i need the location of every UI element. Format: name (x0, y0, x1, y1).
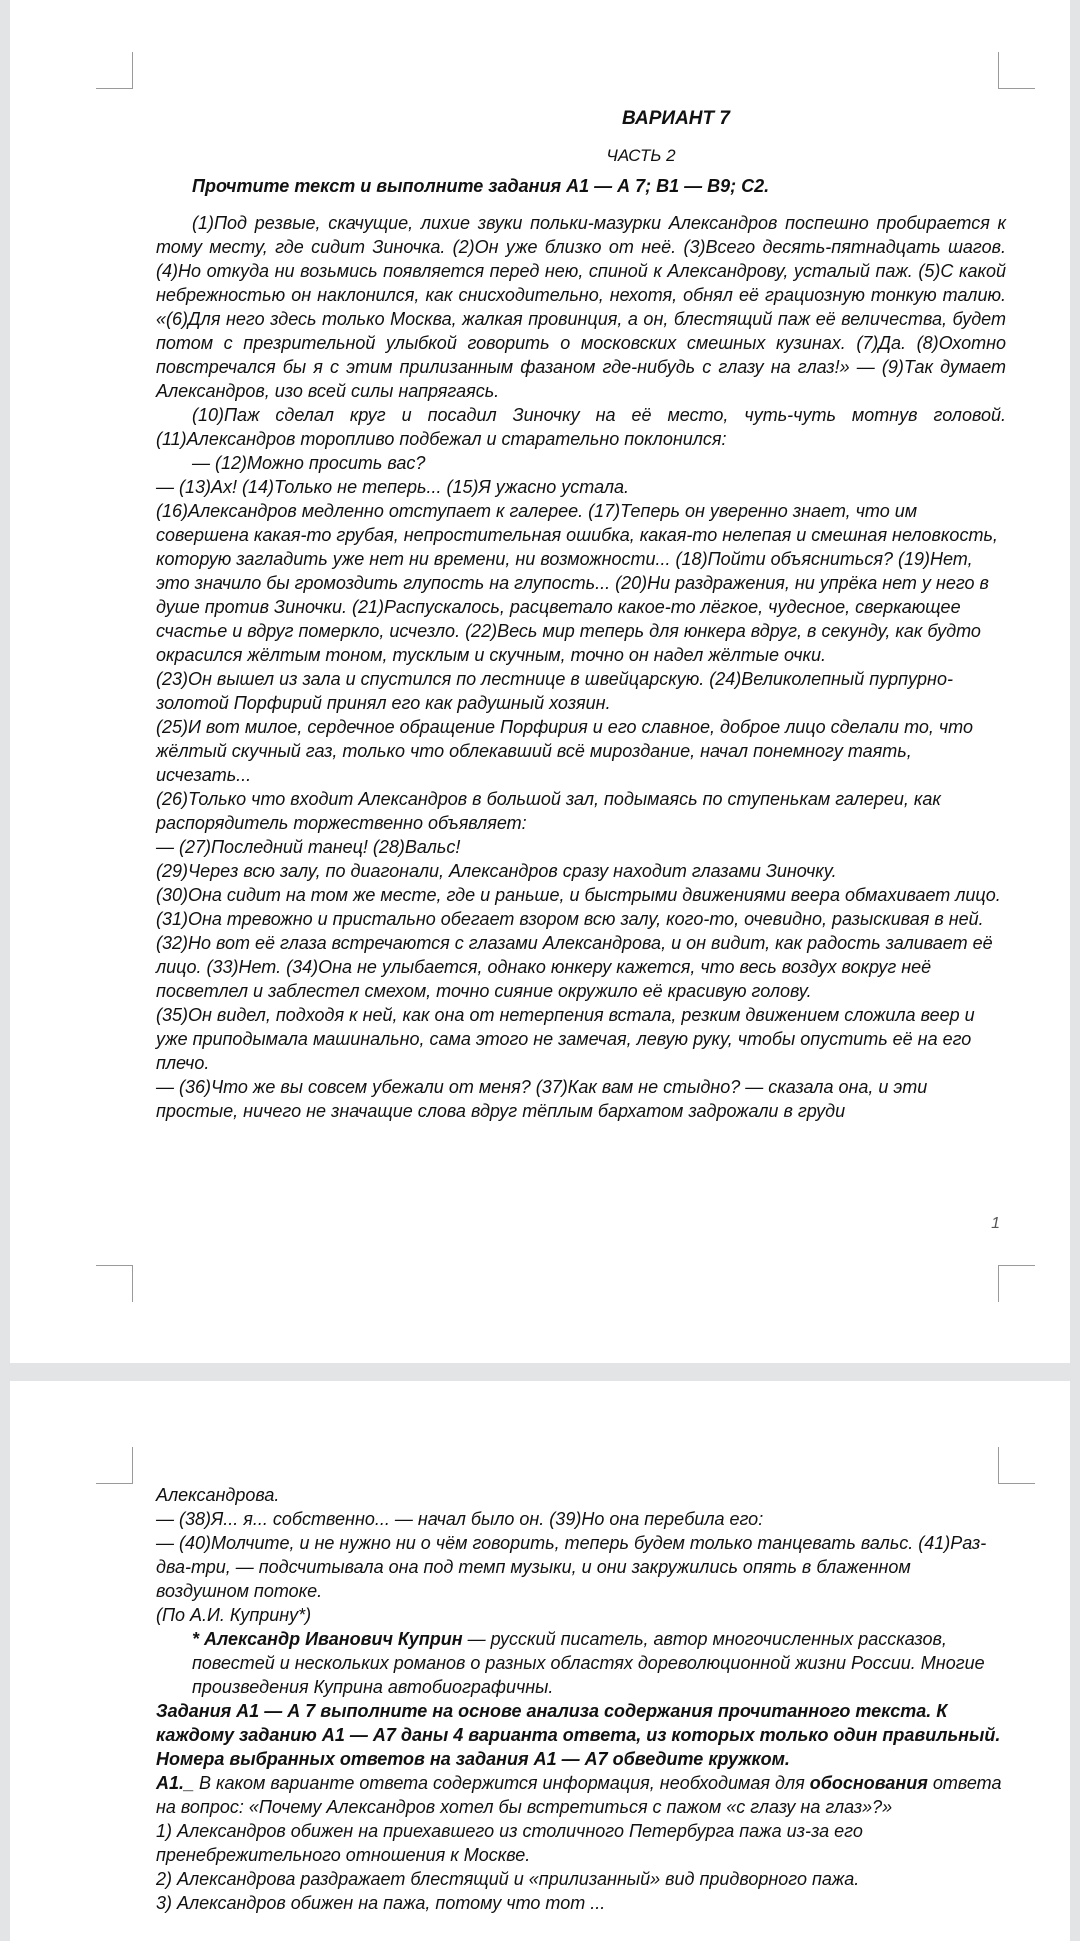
text-paragraph: — (13)Ах! (14)Только не теперь... (15)Я ужасно устала. (156, 477, 630, 497)
answer-option: 3) Александров обижен на пажа, потому что тот ... (156, 1893, 606, 1913)
crop-mark (998, 1265, 1035, 1302)
text-paragraph: (23)Он вышел из зала и спустился по лестнице в швейцарскую. (24)Великолепный пурпурно-золотой Порфирий принял его как радушный хозяин. (156, 669, 953, 713)
crop-mark (96, 1265, 133, 1302)
crop-mark (96, 52, 133, 89)
question-a1 (156, 1771, 1006, 1819)
text-paragraph: (1)Под резвые, скачущие, лихие звуки польки-мазурки Александров поспешно пробирается к тому месту, где сидит Зиночка. (2)Он уже близко от неё. (3)Всего десять-пятнадцать шагов. (4)Но откуда ни возьмись появляется перед нею, спиной к Александрову, усталый паж. (5)С какой небрежностью он наклонился, как снисходительно, нехотя, обнял её грациозную тонкую талию. «(6)Для него здесь только Москва, жалкая провинция, а он, блестящий паж её величества, будет потом с презрительной улыбкой говорить о московских смешных кузинах. (7)Да. (8)Охотно повстречался бы я с этим прилизанным фазаном где-нибудь с глазу на глаз!» — (9)Так думает Александров, изо всей силы напрягаясь. (156, 213, 1006, 401)
text-paragraph: — (27)Последний танец! (28)Вальс! (156, 837, 461, 857)
question-text: В каком варианте ответа содержится информация, необходимая для (194, 1773, 810, 1793)
crop-mark (96, 1447, 133, 1484)
document-page-2 (10, 1381, 1070, 1941)
text-paragraph: (10)Паж сделал круг и посадил Зиночку на её место, чуть-чуть мотнув головой. (11)Александров торопливо подбежал и старательно поклонился: (156, 405, 1006, 449)
author-footnote (156, 1627, 1006, 1699)
question-text: ответа на вопрос: «Почему Александров хотел бы встретиться с пажом «с глазу на глаз»?» (156, 1773, 1002, 1817)
footnote-text: — русский писатель, автор многочисленных рассказов, повестей и нескольких романов о разных областях дореволюционной жизни России. Многие произведения Куприна автобиографичны. (192, 1629, 985, 1697)
footnote-author: * Александр Иванович Куприн (192, 1629, 463, 1649)
main-text (156, 211, 1006, 1123)
question-label: А1._ (156, 1773, 195, 1793)
text-paragraph: (26)Только что входит Александров в большой зал, подымаясь по ступенькам галереи, как распорядитель торжественно объявляет: (156, 789, 941, 833)
text-paragraph: (29)Через всю залу, по диагонали, Александров сразу находит глазами Зиночку. (156, 861, 837, 881)
text-paragraph: — (36)Что же вы совсем убежали от меня? (37)Как вам не стыдно? — сказала она, и эти простые, ничего не значащие слова вдруг тёплым бархатом задрожали в груди (156, 1077, 928, 1121)
text-paragraph: (25)И вот милое, сердечное обращение Порфирия и его славное, доброе лицо сделали то, что жёлтый скучный газ, только что облекавший всё мироздание, начал понемногу таять, исчезать... (156, 717, 973, 785)
source-attribution: (По А.И. Куприну*) (156, 1605, 312, 1625)
text-paragraph: — (38)Я... я... собственно... — начал было он. (39)Но она перебила его: (156, 1509, 764, 1529)
part-heading: ЧАСТЬ 2 (606, 146, 676, 165)
text-paragraph: (30)Она сидит на том же месте, где и раньше, и быстрыми движениями веера обмахивает лицо. (31)Она тревожно и пристально обегает взором всю залу, кого-то, очевидно, разыскивая в ней. (32)Но вот её глаза встречаются с глазами Александрова, и он видит, как радость заливает её лицо. (33)Нет. (34)Она не улыбается, однако юнкеру кажется, что весь воздух вокруг неё посветлел и заблестел смехом, точно сияние окружило её красивую голову. (156, 885, 1001, 1001)
text-paragraph: (35)Он видел, подходя к ней, как она от нетерпения встала, резким движением сложила веер и уже приподымала машинально, сама этого не замечая, левую руку, чтобы опустить её на его плечо. (156, 1005, 975, 1073)
text-paragraph: — (40)Молчите, и не нужно ни о чём говорить, теперь будем только танцевать вальс. (41)Раз-два-три, — подсчитывала она под темп музыки, и они закружились опять в блаженном воздушном потоке. (156, 1533, 987, 1601)
crop-mark (998, 52, 1035, 89)
crop-mark (998, 1447, 1035, 1484)
variant-title: ВАРИАНТ 7 (622, 108, 730, 129)
text-paragraph: Александрова. (156, 1485, 280, 1505)
answer-option: 1) Александров обижен на приехавшего из столичного Петербурга пажа из-за его пренебрежительного отношения к Москве. (156, 1821, 863, 1865)
document-page-1 (10, 0, 1070, 1363)
text-paragraph: — (12)Можно просить вас? (192, 453, 426, 473)
instruction: Прочтите текст и выполните задания А1 — А 7; В1 — В9; С2. (192, 176, 770, 196)
answer-option: 2) Александрова раздражает блестящий и «прилизанный» вид придворного пажа. (156, 1869, 860, 1889)
page-number: 1 (991, 1215, 1000, 1232)
question-emphasis: обоснования (809, 1773, 928, 1793)
tasks-instruction: Задания А1 — А 7 выполните на основе анализа содержания прочитанного текста. К каждому заданию А1 — А7 даны 4 варианта ответа, из которых только один правильный. Номера выбранных ответов на задания А1 — А7 обведите кружком. (156, 1701, 1001, 1769)
text-paragraph: (16)Александров медленно отступает к галерее. (17)Теперь он уверенно знает, что им совершена какая-то грубая, непростительная ошибка, какая-то нелепая и смешная неловкость, которую загладить уже нет ни времени, ни возможности... (18)Пойти объясниться? (19)Нет, это значило бы громоздить глупость на глупость... (20)Ни раздражения, ни упрёка нет у него в душе против Зиночки. (21)Распускалось, расцветало какое-то лёгкое, чудесное, сверкающее счастье и вдруг померкло, исчезло. (22)Весь мир теперь для юнкера вдруг, в секунду, как будто окрасился жёлтым тоном, тусклым и скучным, точно он надел жёлтые очки. (156, 501, 998, 665)
